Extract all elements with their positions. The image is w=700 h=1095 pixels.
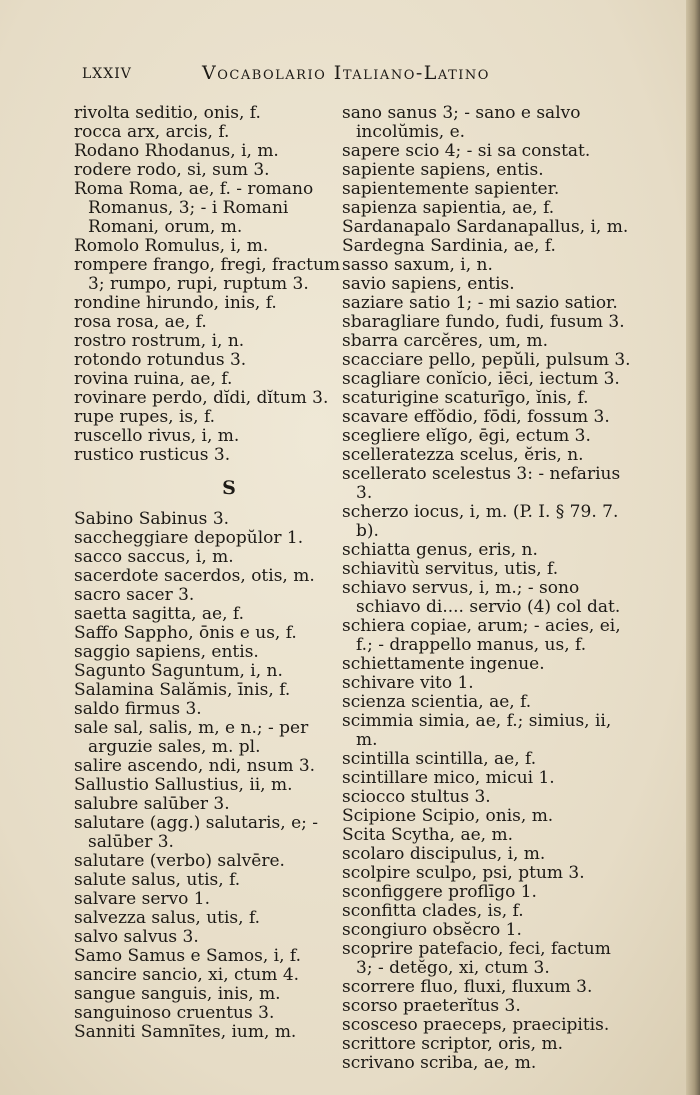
dictionary-entry: sancire sancio, xi, ctum 4.	[74, 966, 300, 985]
dictionary-entry: salvare servo 1.	[74, 890, 210, 909]
dictionary-entry: Sabino Sabinus 3.	[74, 510, 230, 529]
dictionary-entry: schiavo servus, i, m.; - sono schiavo di.... servio (4) col dat.	[342, 579, 621, 617]
dictionary-entry: scintillare mico, micui 1.	[342, 769, 555, 788]
dictionary-entry: schivare vito 1.	[342, 674, 474, 693]
right-column	[342, 104, 632, 1073]
dictionary-entry: salire ascendo, ndi, nsum 3.	[74, 757, 316, 776]
dictionary-entry: scacciare pello, pepŭli, pulsum 3.	[342, 351, 631, 370]
dictionary-entry: sacerdote sacerdos, otis, m.	[74, 567, 315, 586]
dictionary-entry: sasso saxum, i, n.	[342, 256, 493, 275]
dictionary-entry: rodere rodo, si, sum 3.	[74, 161, 270, 180]
dictionary-entry: rondine hirundo, inis, f.	[74, 294, 277, 313]
dictionary-entry: Salamina Salămis, īnis, f.	[74, 681, 291, 700]
dictionary-entry: sconfitta clades, is, f.	[342, 902, 524, 921]
dictionary-entry: scolpire sculpo, psi, ptum 3.	[342, 864, 585, 883]
dictionary-entry: Scita Scytha, ae, m.	[342, 826, 513, 845]
dictionary-entry: salute salus, utis, f.	[74, 871, 241, 890]
dictionary-entry: rovina ruina, ae, f.	[74, 370, 233, 389]
dictionary-entry: Scipione Scipio, onis, m.	[342, 807, 554, 826]
dictionary-entry: sacro sacer 3.	[74, 586, 195, 605]
page-number: LXXIV	[82, 66, 132, 82]
dictionary-entry: sano sanus 3; - sano e salvo incolŭmis, e.	[342, 104, 581, 142]
dictionary-entry: scoprire patefacio, feci, factum 3; - detĕgo, xi, ctum 3.	[342, 940, 611, 978]
dictionary-entry: scolaro discipulus, i, m.	[342, 845, 546, 864]
dictionary-entry: schiera copiae, arum; - acies, ei, f.; - drappello manus, us, f.	[342, 617, 621, 655]
dictionary-entry: scaturigine scaturīgo, ĭnis, f.	[342, 389, 589, 408]
dictionary-entry: scrivano scriba, ae, m.	[342, 1054, 537, 1073]
dictionary-entry: sacco saccus, i, m.	[74, 548, 234, 567]
dictionary-entry: saziare satio 1; - mi sazio satior.	[342, 294, 618, 313]
dictionary-entry: scienza scientia, ae, f.	[342, 693, 532, 712]
left-column	[74, 104, 344, 1064]
dictionary-entry: scongiuro obsĕcro 1.	[342, 921, 522, 940]
dictionary-entry: savio sapiens, entis.	[342, 275, 515, 294]
dictionary-entry: salutare (agg.) salutaris, e; - salūber 3.	[74, 814, 319, 852]
dictionary-entry: saccheggiare depopŭlor 1.	[74, 529, 304, 548]
dictionary-entry: Sanniti Samnītes, ium, m.	[74, 1023, 297, 1042]
dictionary-entry: sapere scio 4; - si sa constat.	[342, 142, 591, 161]
dictionary-entry: Romolo Romulus, i, m.	[74, 237, 269, 256]
dictionary-entry: Sallustio Sallustius, ii, m.	[74, 776, 293, 795]
entries-r-list	[74, 104, 344, 465]
dictionary-entry: sangue sanguis, inis, m.	[74, 985, 281, 1004]
dictionary-entry: scavare effŏdio, fōdi, fossum 3.	[342, 408, 610, 427]
dictionary-entry: sapiente sapiens, entis.	[342, 161, 544, 180]
dictionary-entry: rocca arx, arcis, f.	[74, 123, 230, 142]
dictionary-entry: scellerato scelestus 3: - nefarius 3.	[342, 465, 621, 503]
dictionary-entry: rostro rostrum, i, n.	[74, 332, 245, 351]
dictionary-entry: rosa rosa, ae, f.	[74, 313, 207, 332]
dictionary-entry: scosceso praeceps, praecipitis.	[342, 1016, 610, 1035]
dictionary-entry: saldo firmus 3.	[74, 700, 202, 719]
dictionary-entry: sbarra carcĕres, um, m.	[342, 332, 549, 351]
dictionary-entry: sconfiggere proflīgo 1.	[342, 883, 537, 902]
dictionary-entry: sanguinoso cruentus 3.	[74, 1004, 275, 1023]
dictionary-entry: saggio sapiens, entis.	[74, 643, 259, 662]
dictionary-entry: rompere frango, fregi, fractum 3; rumpo, rupi, ruptum 3.	[74, 256, 341, 294]
dictionary-entry: scintilla scintilla, ae, f.	[342, 750, 537, 769]
dictionary-entry: scorrere fluo, fluxi, fluxum 3.	[342, 978, 593, 997]
dictionary-entry: rupe rupes, is, f.	[74, 408, 216, 427]
dictionary-entry: rovinare perdo, dĭdi, dĭtum 3.	[74, 389, 329, 408]
page-header	[82, 62, 682, 88]
dictionary-entry: schiettamente ingenue.	[342, 655, 545, 674]
dictionary-entry: scrittore scriptor, oris, m.	[342, 1035, 563, 1054]
dictionary-entry: scegliere elĭgo, ēgi, ectum 3.	[342, 427, 591, 446]
section-letter: S	[222, 477, 236, 499]
dictionary-entry: scherzo iocus, i, m. (P. I. § 79. 7. b).	[342, 503, 619, 541]
running-title: Vocabolario Italiano-Latino	[202, 62, 490, 84]
dictionary-entry: Sagunto Saguntum, i, n.	[74, 662, 283, 681]
dictionary-entry: salubre salūber 3.	[74, 795, 230, 814]
dictionary-entry: Samo Samus e Samos, i, f.	[74, 947, 301, 966]
entries-s-list	[74, 510, 344, 1042]
dictionary-entry: scagliare conĭcio, iēci, iectum 3.	[342, 370, 620, 389]
dictionary-entry: salvezza salus, utis, f.	[74, 909, 261, 928]
dictionary-entry: scorso praeterĭtus 3.	[342, 997, 521, 1016]
dictionary-entry: saetta sagitta, ae, f.	[74, 605, 244, 624]
dictionary-entry: Roma Roma, ae, f. - romano Romanus, 3; - i Romani Romani, orum, m.	[74, 180, 314, 237]
page-edge	[686, 0, 700, 1095]
dictionary-entry: schiavitù servitus, utis, f.	[342, 560, 559, 579]
dictionary-entry: Sardanapalo Sardanapallus, i, m.	[342, 218, 629, 237]
dictionary-entry: sale sal, salis, m, e n.; - per arguzie sales, m. pl.	[74, 719, 309, 757]
dictionary-entry: salutare (verbo) salvēre.	[74, 852, 285, 871]
dictionary-entry: Saffo Sappho, ōnis e us, f.	[74, 624, 297, 643]
dictionary-entry: ruscello rivus, i, m.	[74, 427, 240, 446]
dictionary-entry: sciocco stultus 3.	[342, 788, 491, 807]
dictionary-entry: sapientemente sapienter.	[342, 180, 560, 199]
dictionary-entry: rotondo rotundus 3.	[74, 351, 247, 370]
dictionary-entry: sapienza sapientia, ae, f.	[342, 199, 555, 218]
dictionary-entry: salvo salvus 3.	[74, 928, 199, 947]
dictionary-entry: schiatta genus, eris, n.	[342, 541, 538, 560]
dictionary-entry: Sardegna Sardinia, ae, f.	[342, 237, 556, 256]
dictionary-entry: scelleratezza scelus, ĕris, n.	[342, 446, 584, 465]
dictionary-entry: rustico rusticus 3.	[74, 446, 231, 465]
dictionary-entry: sbaragliare fundo, fudi, fusum 3.	[342, 313, 625, 332]
entries-right-list	[342, 104, 632, 1073]
dictionary-entry: scimmia simia, ae, f.; simius, ii, m.	[342, 712, 612, 750]
dictionary-entry: rivolta seditio, onis, f.	[74, 104, 261, 123]
dictionary-entry: Rodano Rhodanus, i, m.	[74, 142, 279, 161]
